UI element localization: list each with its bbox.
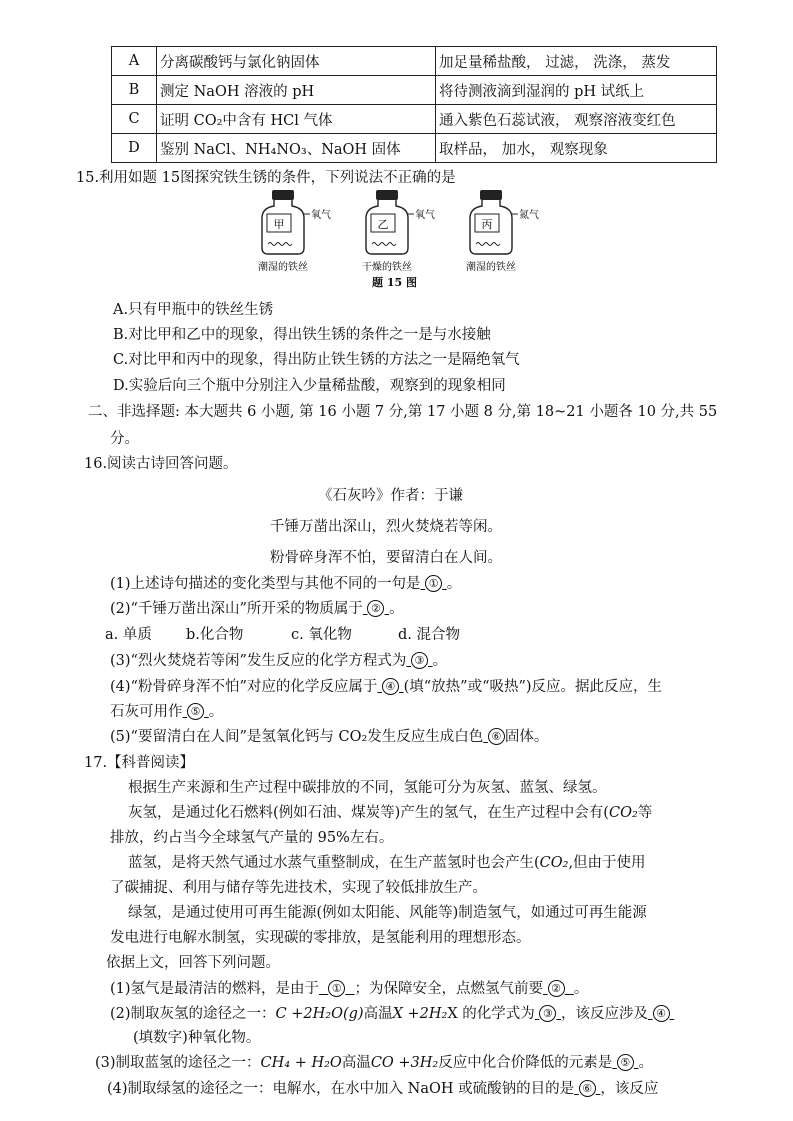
q16-stem: 16.阅读古诗回答问题。	[84, 456, 238, 472]
q16-sub2: (2)“千锤万凿出深山”所开采的物质属于 ② 。	[110, 601, 404, 617]
bottle-stopper	[376, 190, 398, 200]
q17-para4-cont: 发电进行电解水制氢，实现碳的零排放，是氢能利用的理想形态。	[110, 930, 531, 946]
table-row	[112, 134, 717, 163]
q17-para3-cont: 了碳捕捉、利用与储存等先进技术，实现了较低排放生产。	[110, 880, 487, 896]
mark-1: ①	[425, 575, 442, 592]
bottle-name: 丙	[481, 218, 493, 231]
q15-option-c: C.对比甲和丙中的现象，得出防止铁生锈的方法之一是隔绝氧气	[113, 352, 520, 368]
q17-sub1: (1)氢气是最清洁的燃料，是由于 ① ；为保障安全，点燃氢气前要 ② 。	[110, 981, 589, 997]
row-method: 加足量稀盐酸， 过滤， 洗涤， 蒸发	[436, 47, 717, 76]
iron-wire	[268, 243, 292, 246]
mark-3b: ③	[539, 1005, 556, 1022]
poem-line2: 粉骨碎身浑不怕，要留清白在人间。	[270, 550, 502, 566]
q17-sub4: (4)制取绿氢的途径之一：电解水，在水中加入 NaOH 或硫酸钠的目的是 ⑥ ，该反应	[107, 1081, 659, 1097]
iron-wire	[372, 243, 396, 246]
mark-6: ⑥	[488, 728, 505, 745]
bottle-caption: 干燥的铁丝	[362, 262, 412, 273]
mark-1b: ①	[328, 980, 345, 997]
q15-option-a: A.只有甲瓶中的铁丝生锈	[113, 302, 274, 318]
bottle-caption: 潮湿的铁丝	[466, 262, 516, 273]
row-option: 测定 NaOH 溶液的 pH	[157, 76, 436, 105]
section2-line1: 二、非选择题: 本大题共 6 小题, 第 16 小题 7 分,第 17 小题 8 分,第 18~21 小题各 10 分,共 55	[88, 404, 718, 420]
q17-lead: 依据上文，回答下列问题。	[106, 955, 280, 971]
mark-2b: ②	[548, 980, 565, 997]
q17-para4: 绿氢，是通过使用可再生能源(例如太阳能、风能等)制造氢气，如通过可再生能源	[128, 905, 647, 921]
q17-para1: 根据生产来源和生产过程中碳排放的不同，氢能可分为灰氢、蓝氢、绿氢。	[128, 780, 607, 796]
mark-6b: ⑥	[579, 1080, 596, 1097]
mark-4: ④	[382, 678, 399, 695]
q15-stem: 15.利用如题 15图探究铁生锈的条件，下列说法不正确的是	[76, 170, 456, 186]
figure-title: 题 15 图	[372, 276, 417, 289]
q17-sub3: (3)制取蓝氢的途径之一：CH₄ + H₂O高温CO +3H₂反应中化合价降低的元素是 ⑤ 。	[95, 1055, 653, 1071]
mark-4b: ④	[653, 1005, 670, 1022]
mark-5: ⑤	[187, 703, 204, 720]
q17-sub2: (2)制取灰氢的途径之一：C +2H₂O(g)高温X +2H₂X 的化学式为 ③ ，该反应涉及 ④	[110, 1002, 674, 1023]
options-table	[111, 46, 717, 163]
mark-5b: ⑤	[617, 1054, 634, 1071]
q16-choice-a: a. 单质	[105, 627, 152, 643]
mark-2: ②	[367, 600, 384, 617]
bottle-stopper	[480, 190, 502, 200]
row-method: 将待测液滴到湿润的 pH 试纸上	[436, 76, 717, 105]
row-label: B	[112, 76, 157, 105]
gas-label: 氧气	[415, 210, 435, 221]
bottle-name: 乙	[377, 218, 389, 231]
q16-choice-b: b.化合物	[186, 627, 244, 643]
bottle-1	[258, 190, 331, 273]
q16-sub4: (4)“粉骨碎身浑不怕”对应的化学反应属于 ④ (填“放热”或“吸热”)反应。据此反应，生	[110, 679, 663, 695]
row-label: A	[112, 47, 157, 76]
gas-label: 氧气	[311, 210, 331, 221]
table-row	[112, 105, 717, 134]
q17-para2-cont: 排放，约占当今全球氢气产量的 95%左右。	[110, 830, 394, 846]
row-method: 取样品， 加水， 观察现象	[436, 134, 717, 163]
q17-para2: 灰氢，是通过化石燃料(例如石油、煤炭等)产生的氢气，在生产过程中会有(CO₂等	[128, 805, 653, 821]
mark-3: ③	[411, 652, 428, 669]
bottle-3	[466, 190, 539, 273]
table-row	[112, 76, 717, 105]
q15-option-b: B.对比甲和乙中的现象，得出铁生锈的条件之一是与水接触	[113, 327, 491, 343]
q16-sub5: (5)“要留清白在人间”是氢氧化钙与 CO₂发生反应生成白色 ⑥ 固体。	[110, 729, 549, 745]
q17-para3: 蓝氢，是将天然气通过水蒸气重整制成，在生产蓝氢时也会产生(CO₂,但由于使用	[128, 855, 646, 871]
row-label: D	[112, 134, 157, 163]
row-option: 鉴别 NaCl、NH₄NO₃、NaOH 固体	[157, 134, 436, 163]
bottle-name: 甲	[273, 218, 285, 231]
bottle-caption: 潮湿的铁丝	[258, 262, 308, 273]
poem-line1: 千锤万凿出深山，烈火焚烧若等闲。	[270, 519, 502, 535]
bottle-stopper	[272, 190, 294, 200]
iron-wire	[476, 243, 500, 246]
q16-sub1: (1)上述诗句描述的变化类型与其他不同的一句是 ① 。	[110, 576, 462, 592]
section2-line2: 分。	[110, 431, 139, 447]
gas-label: 氮气	[519, 210, 539, 221]
bottle-2	[362, 190, 435, 273]
q16-sub3: (3)“烈火焚烧若等闲”发生反应的化学方程式为 ③ 。	[110, 653, 448, 669]
q17-sub2-cont: (填数字)种氧化物。	[133, 1030, 261, 1046]
row-method: 通入紫色石蕊试液， 观察溶液变红色	[436, 105, 717, 134]
row-label: C	[112, 105, 157, 134]
q16-sub4-cont: 石灰可用作 ⑤ 。	[110, 704, 224, 720]
row-option: 分离碳酸钙与氯化钠固体	[157, 47, 436, 76]
q16-choice-c: c. 氧化物	[291, 627, 352, 643]
row-option: 证明 CO₂中含有 HCl 气体	[157, 105, 436, 134]
poem-title: 《石灰吟》作者：于谦	[318, 488, 463, 504]
table-row	[112, 47, 717, 76]
q17-stem: 17.【科普阅读】	[84, 755, 195, 771]
q16-choice-d: d. 混合物	[398, 627, 460, 643]
q15-option-d: D.实验后向三个瓶中分别注入少量稀盐酸，观察到的现象相同	[113, 378, 506, 394]
